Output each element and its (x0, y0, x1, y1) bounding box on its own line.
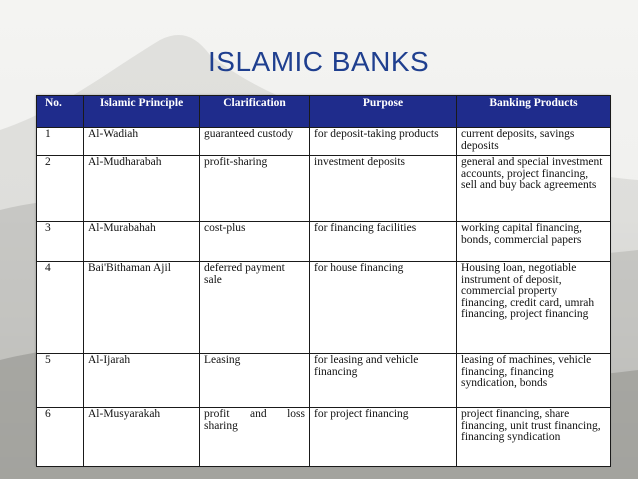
header-products: Banking Products (457, 96, 611, 128)
table-row (37, 222, 611, 262)
row-principle: Al-Murabahah (84, 222, 200, 262)
row-no: 5 (37, 354, 84, 408)
row-principle: Al-Musyarakah (84, 408, 200, 467)
row-clarification: profit and loss sharing (200, 408, 310, 467)
table-row (37, 408, 611, 467)
row-no: 3 (37, 222, 84, 262)
banks-table (36, 95, 610, 466)
row-no: 2 (37, 156, 84, 222)
row-clarification: Leasing (200, 354, 310, 408)
row-products: Housing loan, negotiable instrument of deposit, commercial property financing, credit card, umrah financing, project financing (457, 262, 611, 354)
table-row (37, 262, 611, 354)
row-no: 1 (37, 128, 84, 156)
header-clarification: Clarification (200, 96, 310, 128)
header-no: No. (37, 96, 84, 128)
slide-title: ISLAMIC BANKS (208, 46, 430, 77)
row-products: current deposits, savings deposits (457, 128, 611, 156)
row-no: 4 (37, 262, 84, 354)
header-principle: Islamic Principle (84, 96, 200, 128)
row-clarification: guaranteed custody (200, 128, 310, 156)
row-products: working capital financing, bonds, commercial papers (457, 222, 611, 262)
row-clarification: profit-sharing (200, 156, 310, 222)
table-row (37, 128, 611, 156)
row-products: project financing, share financing, unit trust financing, financing syndication (457, 408, 611, 467)
row-clarification: cost-plus (200, 222, 310, 262)
row-clarification: deferred payment sale (200, 262, 310, 354)
row-purpose: investment deposits (310, 156, 457, 222)
table-row (37, 156, 611, 222)
header-purpose: Purpose (310, 96, 457, 128)
row-principle: Al-Wadiah (84, 128, 200, 156)
row-purpose: for deposit-taking products (310, 128, 457, 156)
table-row (37, 354, 611, 408)
row-purpose: for financing facilities (310, 222, 457, 262)
row-principle: Bai'Bithaman Ajil (84, 262, 200, 354)
row-purpose: for leasing and vehicle financing (310, 354, 457, 408)
row-no: 6 (37, 408, 84, 467)
row-purpose: for project financing (310, 408, 457, 467)
row-principle: Al-Ijarah (84, 354, 200, 408)
row-products: leasing of machines, vehicle financing, financing syndication, bonds (457, 354, 611, 408)
row-purpose: for house financing (310, 262, 457, 354)
row-products: general and special investment accounts, project financing, sell and buy back agreements (457, 156, 611, 222)
row-principle: Al-Mudharabah (84, 156, 200, 222)
